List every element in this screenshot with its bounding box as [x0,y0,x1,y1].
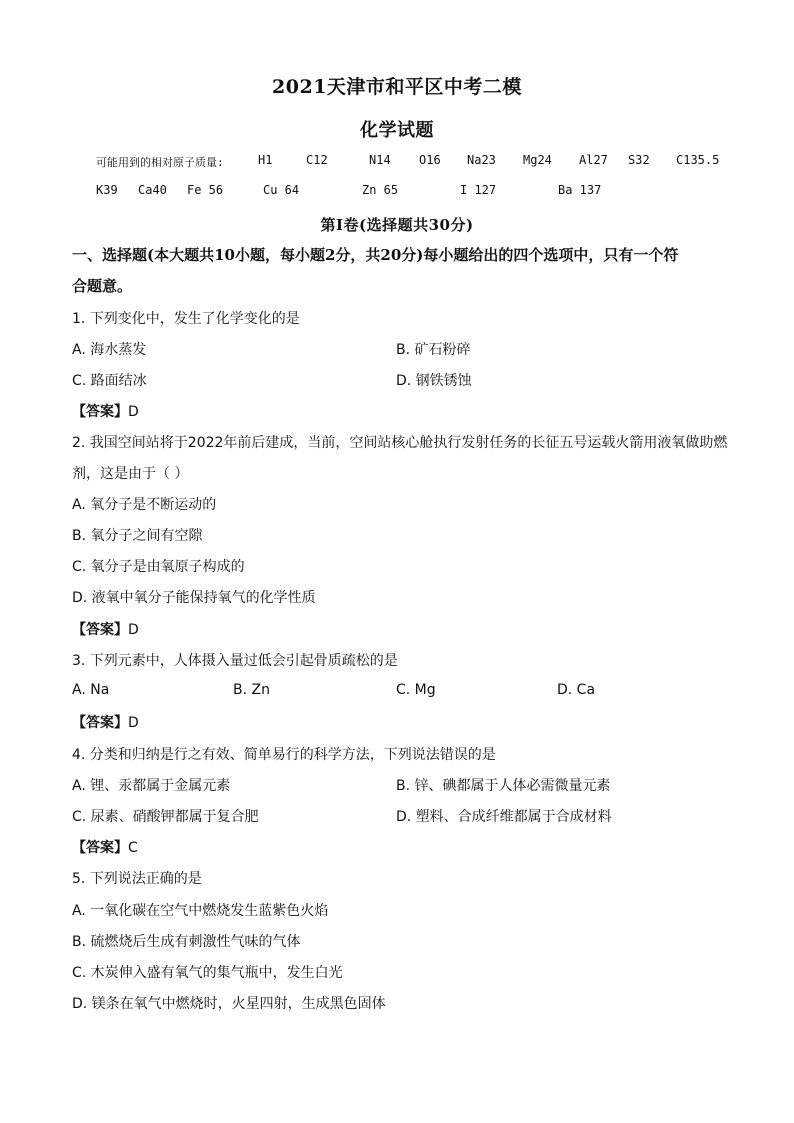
atomic-mass-item: H1 [258,153,273,167]
atomic-mass-item: Mg24 [523,153,552,167]
question-option: A. 一氧化碳在空气中燃烧发生蓝紫色火焰 [72,903,329,919]
question-option: A. 氧分子是不断运动的 [72,497,217,513]
answer-label: 【答案】 [72,622,128,638]
atomic-mass-item: N14 [369,153,391,167]
question-option: A. 锂、汞都属于金属元素 [72,778,231,794]
answer-line [72,619,139,639]
answer-value: D [128,622,139,638]
answer-value: D [128,715,139,731]
question-stem: 5. 下列说法正确的是 [72,871,202,887]
question-option: C. 尿素、硝酸钾都属于复合肥 [72,809,259,825]
atomic-mass-item: C135.5 [676,153,720,167]
atomic-mass-label: 可能用到的相对原子质量: [96,156,224,169]
question-option: C. 木炭伸入盛有氧气的集气瓶中，发生白光 [72,965,343,981]
answer-line [72,837,138,857]
answer-label: 【答案】 [72,715,128,731]
atomic-mass-item: O16 [419,153,441,167]
question-option: B. 氧分子之间有空隙 [72,528,203,544]
question-option: B. Zn [233,682,270,698]
atomic-mass-item: Zn 65 [362,183,399,197]
answer-line [72,401,139,421]
atomic-mass-item: I 127 [460,183,497,197]
question-stem: 剂，这是由于（ ） [72,466,189,482]
atomic-mass-item: Ba 137 [558,183,602,197]
section-title: 第Ⅰ卷(选择题共30分) [320,216,474,234]
question-option: D. 塑料、合成纤维都属于合成材料 [396,809,612,825]
atomic-mass-item: Cu 64 [263,183,300,197]
question-stem: 2. 我国空间站将于2022年前后建成，当前，空间站核心舱执行发射任务的长征五号运载火箭用液氧做助燃 [72,435,728,451]
section-instruction: 合题意。 [72,277,133,295]
question-option: B. 锌、碘都属于人体必需微量元素 [396,778,611,794]
atomic-mass-item: Al27 [579,153,608,167]
question-stem: 3. 下列元素中，人体摄入量过低会引起骨质疏松的是 [72,653,398,669]
section-instruction: 一、选择题(本大题共10小题，每小题2分，共20分)每小题给出的四个选项中，只有一个符 [72,246,679,264]
answer-line [72,712,139,732]
atomic-mass-item: K39 [96,183,118,197]
answer-label: 【答案】 [72,840,128,856]
question-option: D. 镁条在氧气中燃烧时，火星四射，生成黑色固体 [72,996,386,1012]
question-option: A. Na [72,682,110,698]
question-option: D. Ca [557,682,596,698]
exam-title: 2021天津市和平区中考二模 [272,76,522,98]
question-stem: 4. 分类和归纳是行之有效、简单易行的科学方法，下列说法错误的是 [72,747,496,763]
question-stem: 1. 下列变化中，发生了化学变化的是 [72,311,300,327]
atomic-mass-item: S32 [628,153,650,167]
question-option: C. 路面结冰 [72,373,147,389]
atomic-mass-item: Fe 56 [187,183,224,197]
question-option: C. Mg [396,682,436,698]
atomic-mass-item: Ca40 [138,183,167,197]
question-option: C. 氧分子是由氧原子构成的 [72,559,245,575]
question-option: D. 液氧中氧分子能保持氧气的化学性质 [72,590,316,606]
subject-title: 化学试题 [360,120,434,141]
atomic-mass-item: Na23 [467,153,496,167]
question-option: B. 硫燃烧后生成有刺激性气味的气体 [72,934,301,950]
question-option: D. 钢铁锈蚀 [396,373,472,389]
answer-label: 【答案】 [72,404,128,420]
question-option: B. 矿石粉碎 [396,342,471,358]
answer-value: C [128,840,138,856]
question-option: A. 海水蒸发 [72,342,147,358]
answer-value: D [128,404,139,420]
atomic-mass-item: C12 [306,153,328,167]
